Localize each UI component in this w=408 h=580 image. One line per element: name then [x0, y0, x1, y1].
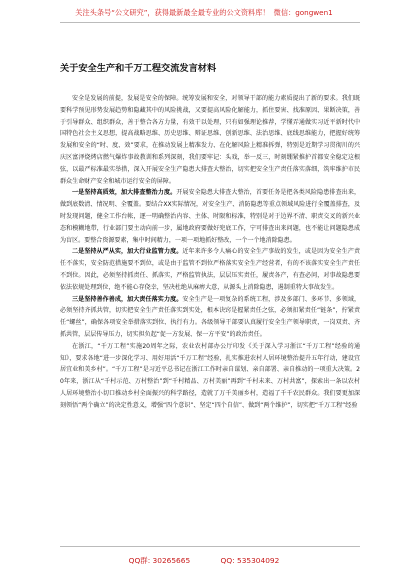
- paragraph: [60, 187, 360, 246]
- paragraph: [60, 294, 360, 341]
- paragraph: [60, 246, 360, 293]
- promo-banner: [0, 8, 408, 18]
- footer-contact: [0, 556, 408, 566]
- paragraph-text: 开展安全隐患大排查大整治，首要任务是把各类风险隐患排查出来，做到底数清、情况明、全覆盖。要结合XX实际情况，对安全生产、消防隐患等重点领域风险进行全覆盖排查，及时发现问题，健全工作台帐，逐一明确整治内容、主体、时限和标准，特别是对于边界不清、职责交叉的新兴业态和模糊地带，行业部门要主动向前一步，属地政府要做好兜底工作，宁可排查出来问题，也不能让问题隐患成为盲区。要整合资源要素，集中时间精力，一项一项地抓好整改，一个一个地消除隐患。: [60, 189, 360, 244]
- paragraph-lead: 二是坚持从严从实，加大行业监管力度。: [72, 248, 183, 256]
- footer-qq: QQ: 535304092: [220, 556, 280, 565]
- document-title: 关于安全生产和千万工程交流发言材料: [60, 63, 217, 74]
- banner-left-text: 关注头条号“公文研究”，获得最新最全最专业的公文资料库！: [75, 8, 270, 17]
- paragraph-lead: 一是坚持高质效，加大排查整治力度。: [72, 189, 177, 197]
- footer-qq-group: QQ群: 30265665: [128, 556, 191, 565]
- banner-wechat-text: 微信：gongwen1: [273, 8, 333, 17]
- paragraph-text: 近年来许多令人痛心的安全生产事故的发生，或是因为安全生产责任不落实，安全防范措施要不到位，或是由于监管不到位严格落实安全生产经营者，有的不该落实安全生产责任不到位。因此，必须坚持抓责任、抓落实，严格监管执法，层层压实责任，履责各产，有查必问，对事故隐患要依法依规处理到位，绝不能心存侥幸，坚决杜绝从麻痹大意，从源头上消除隐患，遏制重特大事故发生。: [60, 248, 360, 291]
- paragraph: [60, 93, 360, 187]
- document-body: [60, 62, 360, 412]
- header-divider: [60, 22, 360, 23]
- paragraph-text: 在浙江，“千万工程”实施20周年之际，农业农村部办公厅印发《关于深入学习浙江“千万工程”经验的通知》，要求各地“进一步深化学习、用好用活“千万工程”经验，扎实推进农村人居环境整治提升五年行动，建设宜居宜业和美乡村”。“千万工程”是习近平总书记在浙江工作时亲自谋划、亲自部署、亲自推动的一项重大决策。20年来，浙江从“千村示范、万村整治”到“千村精品、万村美丽”再到“千村未来、万村共富”，探索出一条以农村人居环境整治小切口推动乡村全面振兴的科学路径，造就了万千美丽乡村，造福了千千农民群众。我们要更加深刻领悟“两个确立”的决定性意义，增强“四个意识”、坚定“四个自信”、做到“两个维护”，切实把“千万工程”经验: [60, 342, 360, 409]
- paragraph-text: 安全生产是一项复杂的系统工程，涉及多部门、多环节、多领域，必须坚持齐抓共管，切实把安全生产责任落实到实处，根本诀窍是握紧责任之弦，必须扣紧责任“链条”，拧紧责任“螺丝”，确保各项安全举措落实到位、执行有力。各级领导干部要认真履行安全生产领导职责，一岗双责、齐抓共管，层层传导压力，切实担负起“促一方发展、保一方平安”的政治责任。: [60, 295, 360, 338]
- footer-divider: [60, 546, 360, 547]
- paragraph-text: 安全是发展的前提，发展是安全的保障。统筹发展和安全，对领导干部的能力素质提出了新的要求。我们既要科学预见形势发展趋势和隐藏其中的风险挑战，又要提高风险化解能力，抓住要害、找准原因、果断决策，善于引导群众、组织群众，善于整合各方力量，有效干以处理，只有如强理论推荐，学懂弄通做实习近平新时代中国特色社会主义思想，提高战略思维、历史思维、辩证思维、创新思维、法治思维、底线思维能力，把握好统筹发展和安全的“时、度、效”要求，在推动发展上精准发力、在化解风险上精准拆弹，特别是近期学习贯彻川的兴庆区富泽烧烤店燃气爆炸事故教训和系列深刻，我们要牢记：头戏，举一反三，时刻绷紧推护首都安全稳定这根弦，以最严标准最实举措，深入开展安全生产隐患大排查大整治，切实把安全生产责任落实落细，筑牢维护市民群众生命财产安全和城市运行安全的屏障。: [60, 95, 360, 185]
- paragraph: [60, 341, 360, 412]
- paragraph-lead: 三是坚持善作善成，加大责任落实力度。: [72, 295, 183, 303]
